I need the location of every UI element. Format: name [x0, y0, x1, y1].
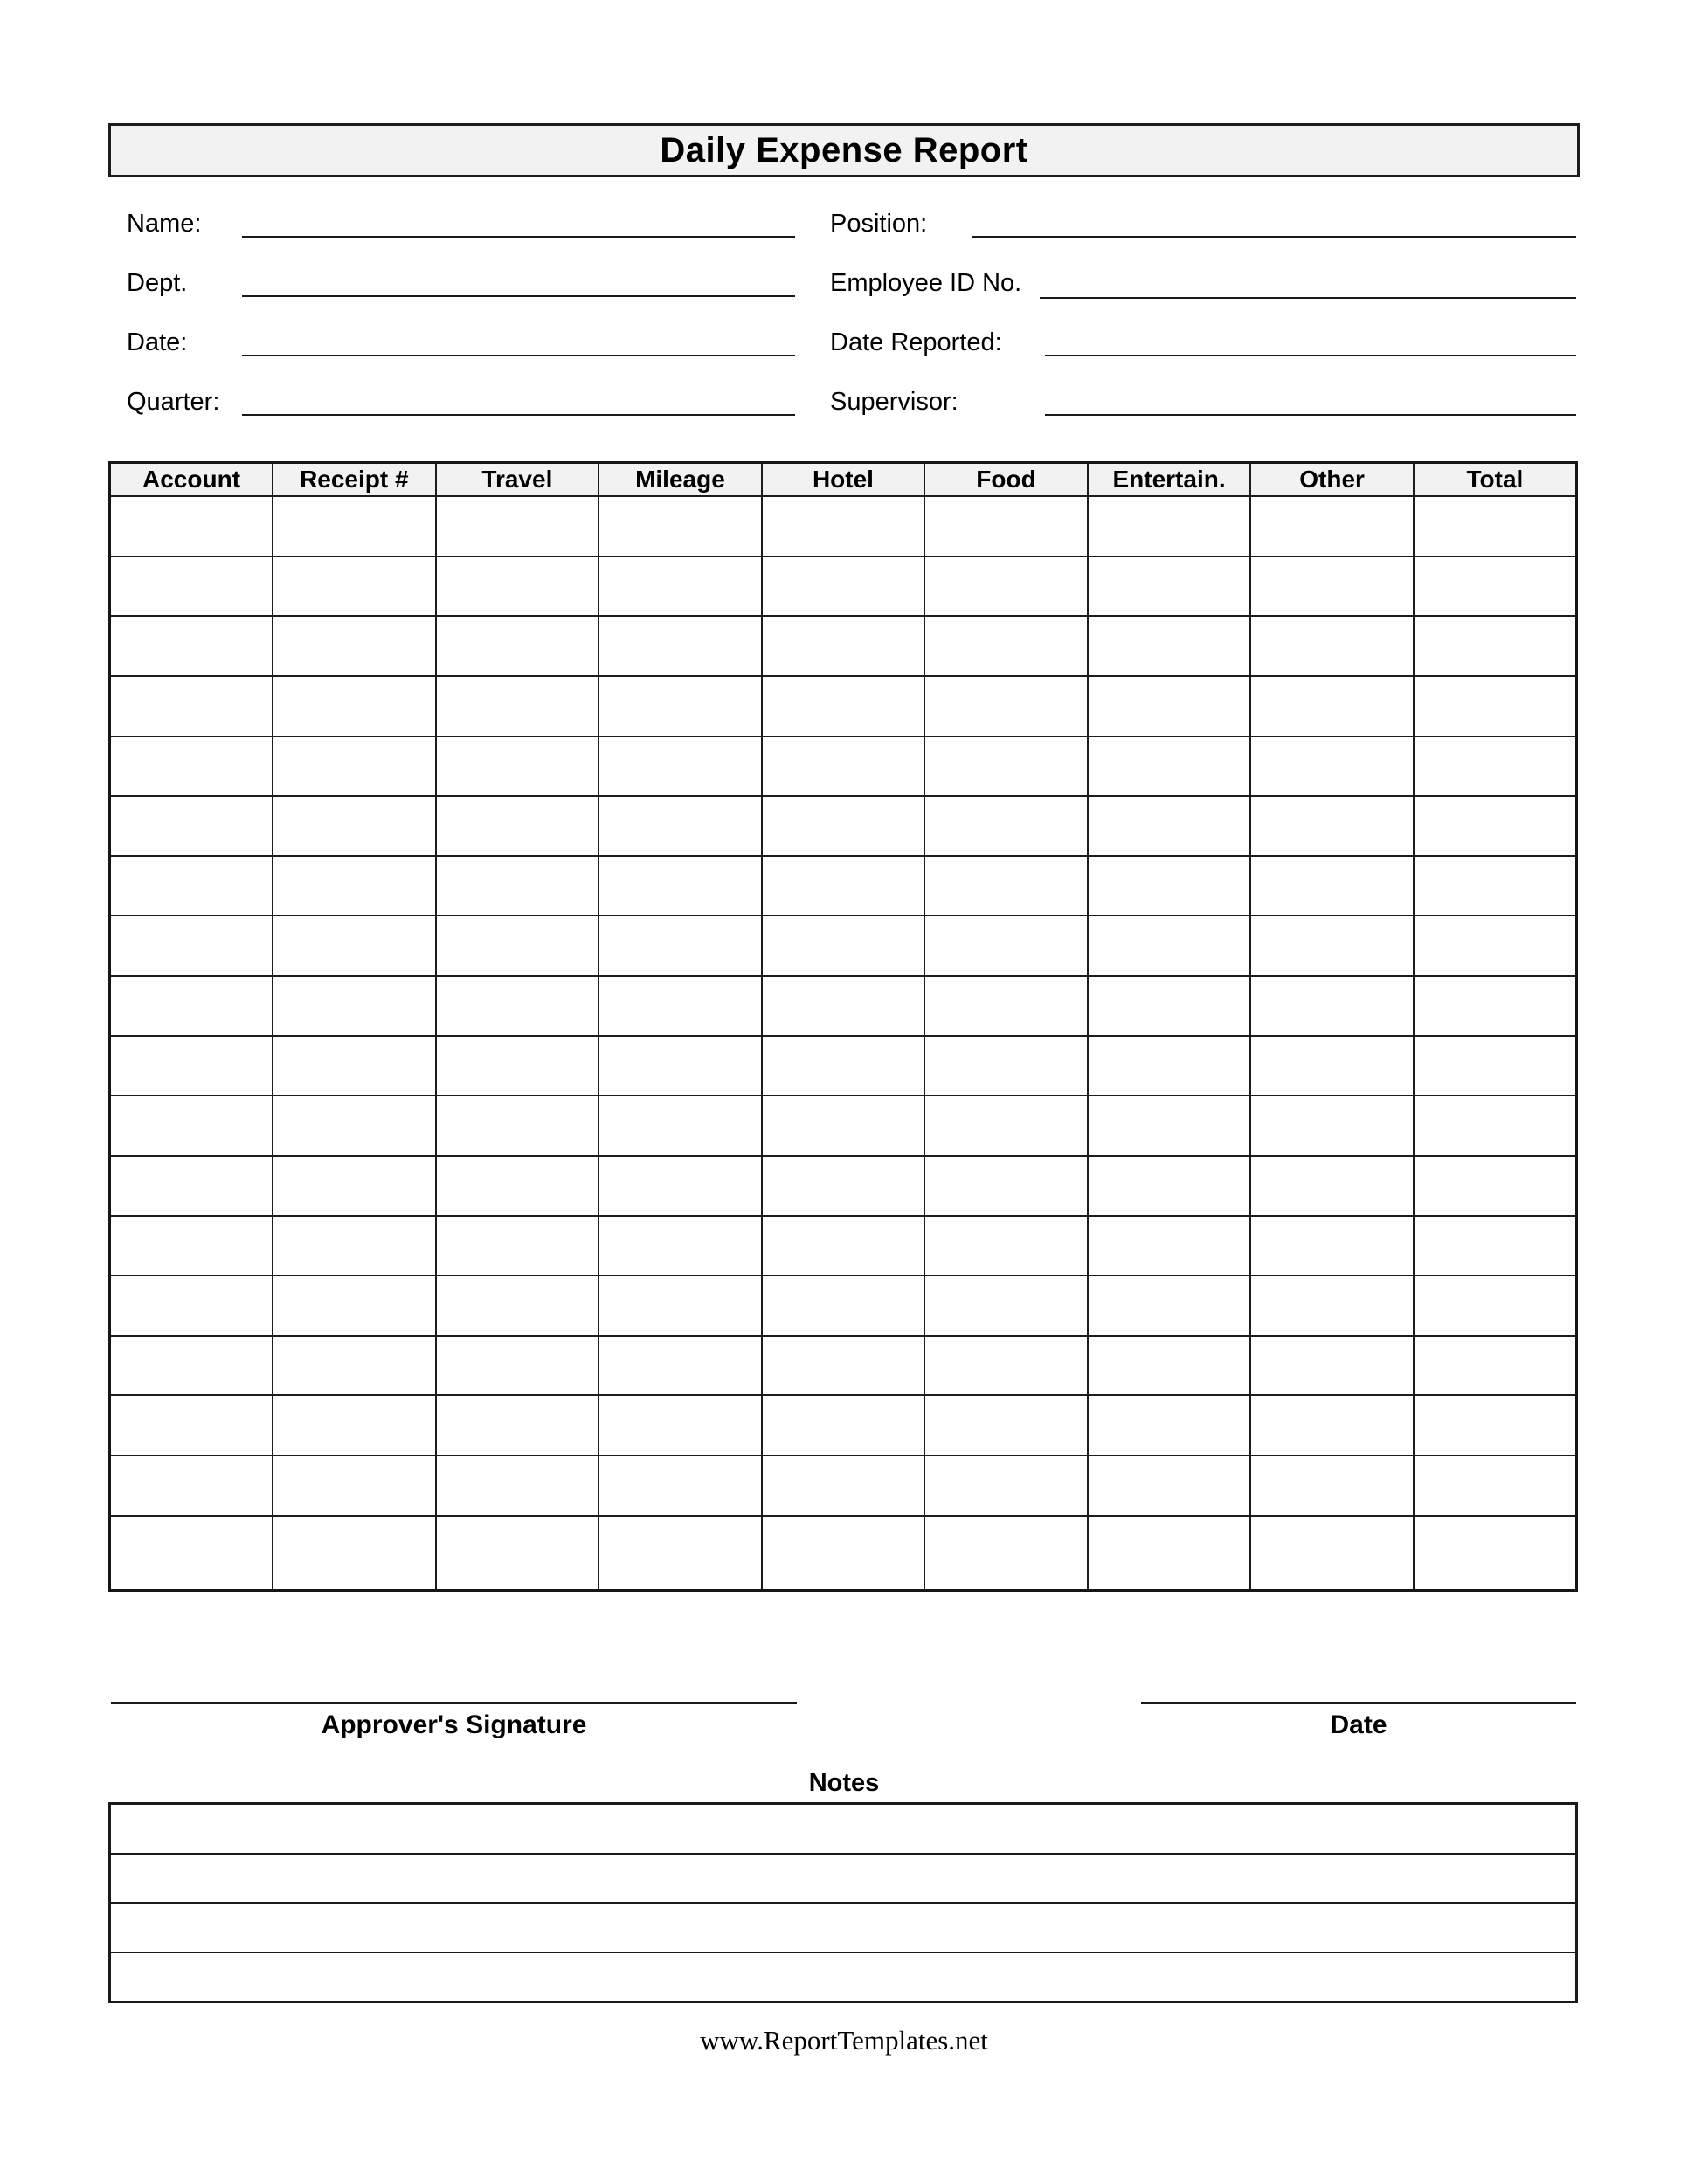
expense-cell-r7-travel[interactable] [436, 856, 599, 916]
position-label: Position: [830, 210, 928, 238]
column-header-total: Total [1414, 463, 1577, 497]
notes-box [108, 1802, 1578, 2003]
expense-cell-r16-hotel[interactable] [762, 1395, 925, 1455]
expense-cell-r5-food[interactable] [924, 736, 1088, 797]
expense-cell-r4-food[interactable] [924, 676, 1088, 736]
date-label: Date: [127, 328, 188, 356]
expense-row-15 [110, 1336, 1577, 1396]
expense-cell-r13-food[interactable] [924, 1216, 1088, 1276]
expense-cell-r14-total[interactable] [1414, 1275, 1577, 1336]
expense-row-5 [110, 736, 1577, 797]
expense-cell-r4-receipt[interactable] [273, 676, 436, 736]
expense-cell-r8-hotel[interactable] [762, 916, 925, 976]
expense-cell-r15-receipt[interactable] [273, 1336, 436, 1396]
expense-cell-r7-other[interactable] [1250, 856, 1414, 916]
employee-id-field[interactable] [1040, 297, 1576, 299]
expense-cell-r2-account[interactable] [110, 556, 273, 617]
expense-cell-r17-receipt[interactable] [273, 1455, 436, 1516]
title-bar [108, 123, 1580, 177]
page-title: Daily Expense Report [660, 130, 1028, 169]
expense-cell-r17-entertain[interactable] [1088, 1455, 1251, 1516]
expense-cell-r1-hotel[interactable] [762, 496, 925, 556]
expense-cell-r14-entertain[interactable] [1088, 1275, 1251, 1336]
expense-cell-r16-total[interactable] [1414, 1395, 1577, 1455]
notes-line-3[interactable] [111, 1902, 1575, 1952]
expense-cell-r4-account[interactable] [110, 676, 273, 736]
expense-cell-r6-travel[interactable] [436, 796, 599, 856]
column-header-receipt: Receipt # [273, 463, 436, 497]
expense-cell-r6-receipt[interactable] [273, 796, 436, 856]
expense-cell-r13-hotel[interactable] [762, 1216, 925, 1276]
expense-cell-r10-total[interactable] [1414, 1036, 1577, 1096]
expense-cell-r16-mileage[interactable] [598, 1395, 762, 1455]
expense-cell-r18-receipt[interactable] [273, 1516, 436, 1591]
expense-cell-r13-travel[interactable] [436, 1216, 599, 1276]
expense-cell-r10-other[interactable] [1250, 1036, 1414, 1096]
expense-cell-r1-total[interactable] [1414, 496, 1577, 556]
dept-label: Dept. [127, 269, 188, 297]
expense-cell-r3-account[interactable] [110, 616, 273, 676]
expense-table-header [110, 463, 1577, 497]
expense-cell-r9-account[interactable] [110, 976, 273, 1036]
quarter-label: Quarter: [127, 388, 220, 416]
approver-signature-field[interactable] [111, 1702, 797, 1704]
expense-cell-r10-hotel[interactable] [762, 1036, 925, 1096]
expense-cell-r8-travel[interactable] [436, 916, 599, 976]
expense-cell-r6-hotel[interactable] [762, 796, 925, 856]
expense-cell-r15-travel[interactable] [436, 1336, 599, 1396]
approval-date-label: Date [1330, 1711, 1387, 1739]
expense-cell-r12-mileage[interactable] [598, 1156, 762, 1216]
expense-cell-r2-total[interactable] [1414, 556, 1577, 617]
expense-cell-r10-receipt[interactable] [273, 1036, 436, 1096]
expense-cell-r6-other[interactable] [1250, 796, 1414, 856]
expense-cell-r11-hotel[interactable] [762, 1095, 925, 1156]
expense-row-12 [110, 1156, 1577, 1216]
expense-cell-r8-receipt[interactable] [273, 916, 436, 976]
expense-cell-r2-other[interactable] [1250, 556, 1414, 617]
expense-cell-r11-travel[interactable] [436, 1095, 599, 1156]
expense-cell-r15-hotel[interactable] [762, 1336, 925, 1396]
expense-cell-r8-food[interactable] [924, 916, 1088, 976]
expense-cell-r12-travel[interactable] [436, 1156, 599, 1216]
expense-cell-r11-mileage[interactable] [598, 1095, 762, 1156]
expense-cell-r17-hotel[interactable] [762, 1455, 925, 1516]
expense-cell-r18-account[interactable] [110, 1516, 273, 1591]
expense-cell-r15-other[interactable] [1250, 1336, 1414, 1396]
expense-cell-r10-account[interactable] [110, 1036, 273, 1096]
expense-table-body [110, 496, 1577, 1591]
expense-cell-r16-travel[interactable] [436, 1395, 599, 1455]
expense-cell-r17-total[interactable] [1414, 1455, 1577, 1516]
expense-cell-r15-mileage[interactable] [598, 1336, 762, 1396]
expense-cell-r11-total[interactable] [1414, 1095, 1577, 1156]
expense-cell-r9-entertain[interactable] [1088, 976, 1251, 1036]
date-reported-field[interactable] [1045, 355, 1576, 356]
expense-row-9 [110, 976, 1577, 1036]
expense-cell-r15-food[interactable] [924, 1336, 1088, 1396]
expense-cell-r18-food[interactable] [924, 1516, 1088, 1591]
expense-cell-r12-entertain[interactable] [1088, 1156, 1251, 1216]
expense-row-7 [110, 856, 1577, 916]
position-field[interactable] [972, 236, 1576, 238]
expense-cell-r14-food[interactable] [924, 1275, 1088, 1336]
expense-cell-r1-entertain[interactable] [1088, 496, 1251, 556]
expense-row-11 [110, 1095, 1577, 1156]
expense-cell-r12-receipt[interactable] [273, 1156, 436, 1216]
expense-cell-r12-account[interactable] [110, 1156, 273, 1216]
column-header-mileage: Mileage [598, 463, 762, 497]
expense-cell-r14-mileage[interactable] [598, 1275, 762, 1336]
expense-cell-r12-hotel[interactable] [762, 1156, 925, 1216]
expense-cell-r8-mileage[interactable] [598, 916, 762, 976]
expense-cell-r4-total[interactable] [1414, 676, 1577, 736]
name-field[interactable] [242, 236, 795, 238]
expense-row-3 [110, 616, 1577, 676]
expense-cell-r13-other[interactable] [1250, 1216, 1414, 1276]
expense-cell-r12-total[interactable] [1414, 1156, 1577, 1216]
supervisor-label: Supervisor: [830, 388, 958, 416]
expense-cell-r6-account[interactable] [110, 796, 273, 856]
expense-row-17 [110, 1455, 1577, 1516]
expense-cell-r10-mileage[interactable] [598, 1036, 762, 1096]
expense-row-16 [110, 1395, 1577, 1455]
expense-cell-r9-travel[interactable] [436, 976, 599, 1036]
expense-cell-r4-hotel[interactable] [762, 676, 925, 736]
expense-cell-r18-mileage[interactable] [598, 1516, 762, 1591]
expense-cell-r12-food[interactable] [924, 1156, 1088, 1216]
expense-cell-r7-hotel[interactable] [762, 856, 925, 916]
expense-cell-r14-hotel[interactable] [762, 1275, 925, 1336]
expense-cell-r4-mileage[interactable] [598, 676, 762, 736]
expense-cell-r9-total[interactable] [1414, 976, 1577, 1036]
column-header-other: Other [1250, 463, 1414, 497]
expense-row-10 [110, 1036, 1577, 1096]
expense-cell-r7-entertain[interactable] [1088, 856, 1251, 916]
expense-row-2 [110, 556, 1577, 617]
expense-cell-r6-mileage[interactable] [598, 796, 762, 856]
expense-cell-r7-food[interactable] [924, 856, 1088, 916]
employee-id-label: Employee ID No. [830, 269, 1022, 297]
expense-cell-r10-travel[interactable] [436, 1036, 599, 1096]
expense-cell-r7-receipt[interactable] [273, 856, 436, 916]
expense-cell-r13-total[interactable] [1414, 1216, 1577, 1276]
expense-cell-r5-mileage[interactable] [598, 736, 762, 797]
expense-table [108, 461, 1578, 1592]
expense-row-1 [110, 496, 1577, 556]
approval-date-field[interactable] [1141, 1702, 1576, 1704]
expense-cell-r6-entertain[interactable] [1088, 796, 1251, 856]
expense-cell-r2-travel[interactable] [436, 556, 599, 617]
footer-url: www.ReportTemplates.net [700, 2025, 988, 2056]
expense-cell-r5-hotel[interactable] [762, 736, 925, 797]
expense-cell-r2-receipt[interactable] [273, 556, 436, 617]
notes-line-2[interactable] [111, 1853, 1575, 1903]
date-field[interactable] [242, 355, 795, 356]
expense-cell-r1-account[interactable] [110, 496, 273, 556]
expense-cell-r4-entertain[interactable] [1088, 676, 1251, 736]
expense-cell-r9-receipt[interactable] [273, 976, 436, 1036]
notes-line-1[interactable] [111, 1805, 1575, 1853]
approver-signature-label: Approver's Signature [321, 1711, 587, 1739]
expense-cell-r3-mileage[interactable] [598, 616, 762, 676]
expense-cell-r18-entertain[interactable] [1088, 1516, 1251, 1591]
expense-cell-r16-other[interactable] [1250, 1395, 1414, 1455]
expense-cell-r17-travel[interactable] [436, 1455, 599, 1516]
expense-cell-r11-food[interactable] [924, 1095, 1088, 1156]
expense-row-13 [110, 1216, 1577, 1276]
expense-cell-r13-receipt[interactable] [273, 1216, 436, 1276]
expense-cell-r3-food[interactable] [924, 616, 1088, 676]
expense-cell-r16-receipt[interactable] [273, 1395, 436, 1455]
expense-cell-r15-total[interactable] [1414, 1336, 1577, 1396]
expense-cell-r13-entertain[interactable] [1088, 1216, 1251, 1276]
expense-cell-r1-receipt[interactable] [273, 496, 436, 556]
expense-cell-r7-total[interactable] [1414, 856, 1577, 916]
expense-cell-r18-total[interactable] [1414, 1516, 1577, 1591]
notes-line-4[interactable] [111, 1952, 1575, 2001]
expense-cell-r6-food[interactable] [924, 796, 1088, 856]
expense-cell-r18-other[interactable] [1250, 1516, 1414, 1591]
column-header-entertain: Entertain. [1088, 463, 1251, 497]
supervisor-field[interactable] [1045, 414, 1576, 416]
expense-cell-r14-account[interactable] [110, 1275, 273, 1336]
expense-table-container [108, 461, 1578, 1592]
expense-cell-r8-total[interactable] [1414, 916, 1577, 976]
date-reported-label: Date Reported: [830, 328, 1002, 356]
expense-cell-r18-travel[interactable] [436, 1516, 599, 1591]
expense-cell-r5-total[interactable] [1414, 736, 1577, 797]
expense-cell-r14-other[interactable] [1250, 1275, 1414, 1336]
expense-cell-r11-other[interactable] [1250, 1095, 1414, 1156]
expense-cell-r5-entertain[interactable] [1088, 736, 1251, 797]
expense-cell-r4-travel[interactable] [436, 676, 599, 736]
expense-cell-r17-other[interactable] [1250, 1455, 1414, 1516]
name-label: Name: [127, 210, 202, 238]
expense-cell-r8-other[interactable] [1250, 916, 1414, 976]
expense-cell-r5-account[interactable] [110, 736, 273, 797]
column-header-account: Account [110, 463, 273, 497]
expense-cell-r15-account[interactable] [110, 1336, 273, 1396]
expense-row-18 [110, 1516, 1577, 1591]
expense-cell-r7-mileage[interactable] [598, 856, 762, 916]
expense-cell-r9-other[interactable] [1250, 976, 1414, 1036]
expense-cell-r6-total[interactable] [1414, 796, 1577, 856]
expense-cell-r9-food[interactable] [924, 976, 1088, 1036]
expense-cell-r16-food[interactable] [924, 1395, 1088, 1455]
expense-cell-r1-food[interactable] [924, 496, 1088, 556]
expense-cell-r2-entertain[interactable] [1088, 556, 1251, 617]
expense-cell-r2-hotel[interactable] [762, 556, 925, 617]
expense-row-6 [110, 796, 1577, 856]
column-header-hotel: Hotel [762, 463, 925, 497]
expense-cell-r8-account[interactable] [110, 916, 273, 976]
expense-cell-r8-entertain[interactable] [1088, 916, 1251, 976]
expense-cell-r3-receipt[interactable] [273, 616, 436, 676]
expense-cell-r16-account[interactable] [110, 1395, 273, 1455]
expense-row-4 [110, 676, 1577, 736]
expense-cell-r3-travel[interactable] [436, 616, 599, 676]
expense-cell-r18-hotel[interactable] [762, 1516, 925, 1591]
notes-label: Notes [808, 1769, 880, 1797]
expense-row-8 [110, 916, 1577, 976]
expense-cell-r9-mileage[interactable] [598, 976, 762, 1036]
expense-cell-r2-food[interactable] [924, 556, 1088, 617]
expense-cell-r1-travel[interactable] [436, 496, 599, 556]
expense-cell-r3-hotel[interactable] [762, 616, 925, 676]
expense-cell-r14-receipt[interactable] [273, 1275, 436, 1336]
column-header-food: Food [924, 463, 1088, 497]
expense-cell-r1-other[interactable] [1250, 496, 1414, 556]
expense-cell-r3-total[interactable] [1414, 616, 1577, 676]
expense-cell-r16-entertain[interactable] [1088, 1395, 1251, 1455]
expense-cell-r3-other[interactable] [1250, 616, 1414, 676]
expense-cell-r2-mileage[interactable] [598, 556, 762, 617]
expense-cell-r17-food[interactable] [924, 1455, 1088, 1516]
quarter-field[interactable] [242, 414, 795, 416]
expense-cell-r5-travel[interactable] [436, 736, 599, 797]
expense-cell-r9-hotel[interactable] [762, 976, 925, 1036]
column-header-travel: Travel [436, 463, 599, 497]
expense-cell-r7-account[interactable] [110, 856, 273, 916]
expense-cell-r10-entertain[interactable] [1088, 1036, 1251, 1096]
expense-cell-r12-other[interactable] [1250, 1156, 1414, 1216]
expense-cell-r10-food[interactable] [924, 1036, 1088, 1096]
expense-cell-r17-account[interactable] [110, 1455, 273, 1516]
expense-cell-r17-mileage[interactable] [598, 1455, 762, 1516]
expense-cell-r14-travel[interactable] [436, 1275, 599, 1336]
expense-cell-r13-account[interactable] [110, 1216, 273, 1276]
expense-cell-r4-other[interactable] [1250, 676, 1414, 736]
expense-row-14 [110, 1275, 1577, 1336]
expense-cell-r11-entertain[interactable] [1088, 1095, 1251, 1156]
expense-cell-r5-other[interactable] [1250, 736, 1414, 797]
expense-cell-r5-receipt[interactable] [273, 736, 436, 797]
expense-cell-r3-entertain[interactable] [1088, 616, 1251, 676]
expense-cell-r11-receipt[interactable] [273, 1095, 436, 1156]
expense-cell-r15-entertain[interactable] [1088, 1336, 1251, 1396]
expense-cell-r1-mileage[interactable] [598, 496, 762, 556]
dept-field[interactable] [242, 295, 795, 297]
expense-cell-r11-account[interactable] [110, 1095, 273, 1156]
expense-cell-r13-mileage[interactable] [598, 1216, 762, 1276]
